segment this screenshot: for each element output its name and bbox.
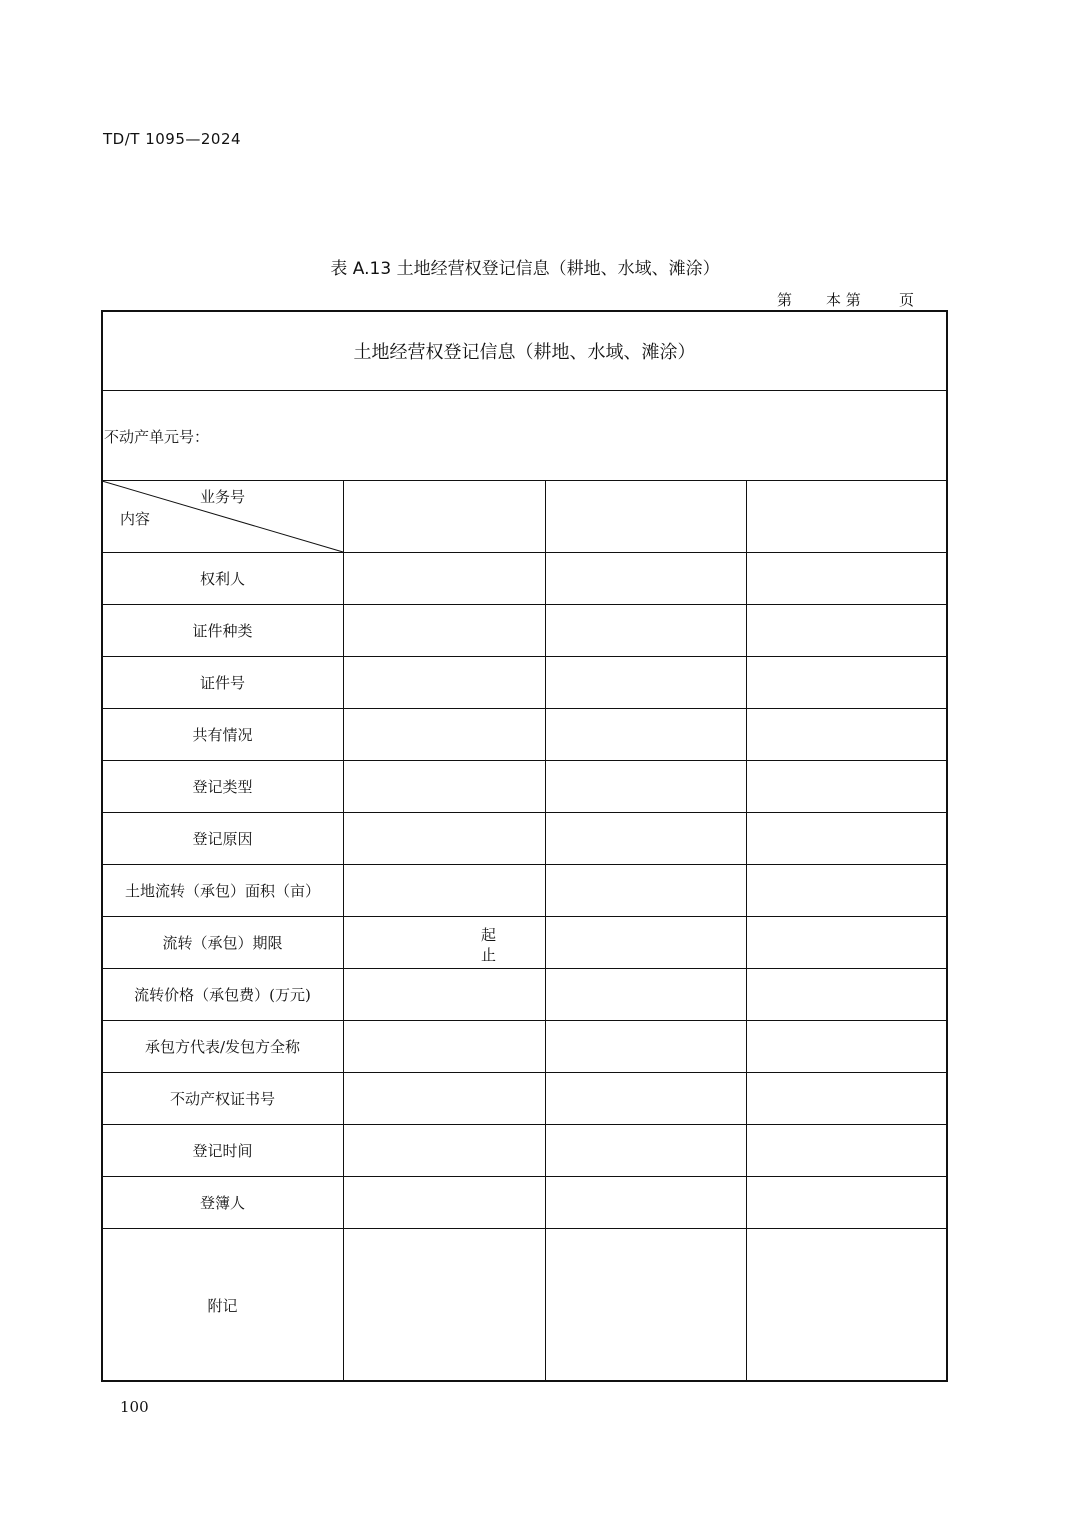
row-label: 土地流转（承包）面积（亩） [124,882,320,900]
corner-label-content: 内容 [120,510,151,528]
row-label: 证件种类 [192,622,253,640]
table-title: 土地经营权登记信息（耕地、水域、滩涂） [353,342,696,363]
page-number: 100 [120,1398,149,1416]
row-label: 登记类型 [192,778,253,796]
row-label: 登记时间 [192,1142,253,1160]
rule-title [101,390,948,391]
period-start-label: 起 [481,926,497,944]
column-divider [343,480,344,1381]
row-label: 附记 [207,1296,238,1315]
standard-code: TD/T 1095—2024 [103,130,242,148]
pager-ben-di: 本 第 [826,291,861,309]
column-divider [746,480,747,1381]
table-caption: 表 A.13 土地经营权登记信息（耕地、水域、滩涂） [330,259,720,279]
row-label: 共有情况 [192,726,253,744]
row-label: 登记原因 [192,830,253,848]
pager-ye: 页 [899,291,915,309]
row-label: 流转价格（承包费）(万元) [134,986,311,1004]
pager-di: 第 [777,291,793,309]
row-label: 证件号 [199,674,245,692]
corner-label-business-no: 业务号 [200,488,246,506]
column-divider [545,480,546,1381]
row-label: 登簿人 [199,1194,245,1212]
period-end-label: 止 [481,946,497,964]
row-label: 权利人 [199,570,245,588]
row-label: 流转（承包）期限 [162,934,283,952]
unit-number-label: 不动产单元号： [104,428,210,446]
row-label: 不动产权证书号 [169,1090,275,1108]
row-label: 承包方代表/发包方全称 [144,1038,301,1056]
